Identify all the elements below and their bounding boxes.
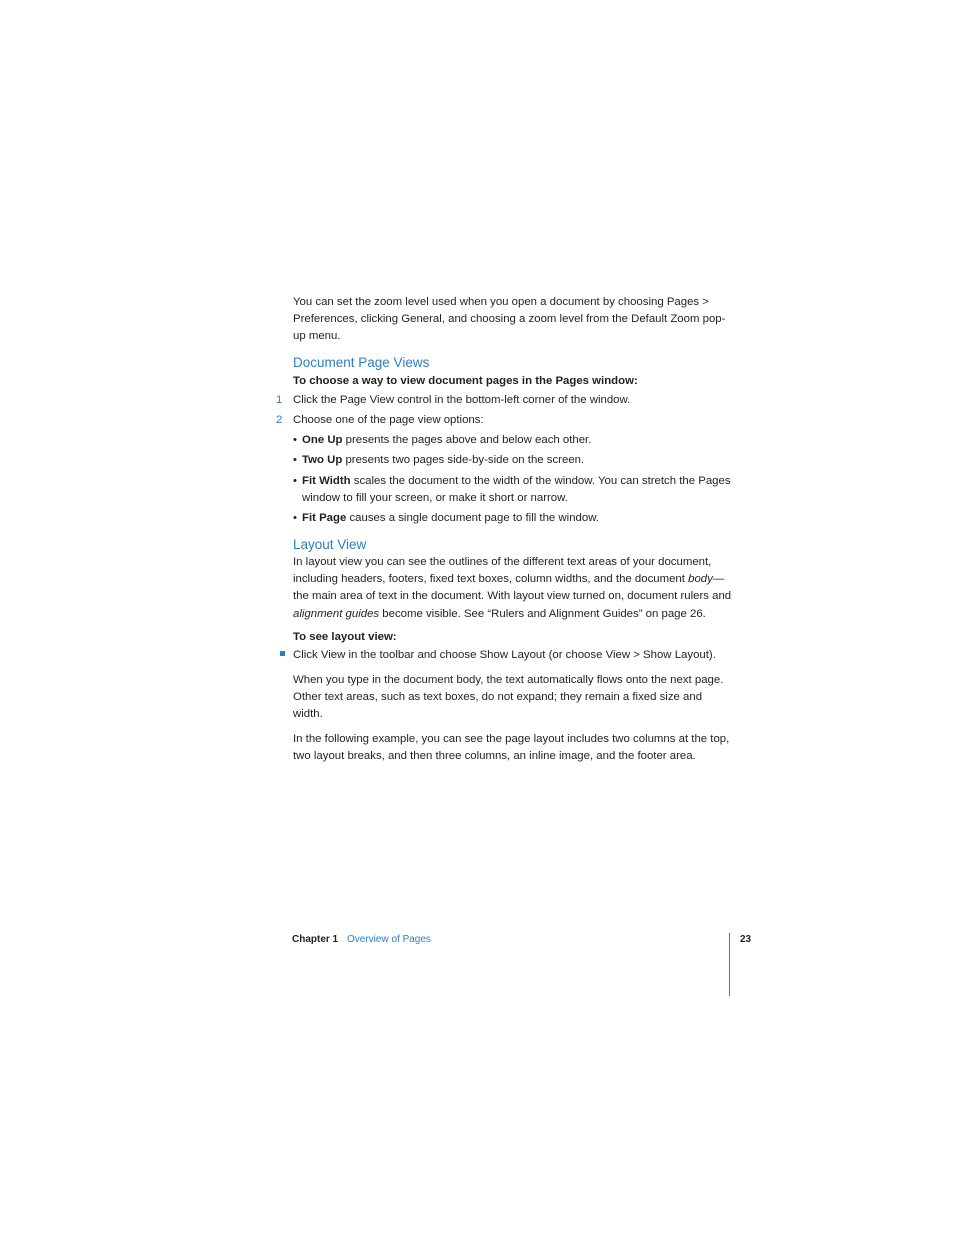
paragraph-text: In layout view you can see the outlines of the different text areas of your document, including headers, footers, fixed text boxes, column widths, and the document (293, 556, 712, 586)
section-heading-document-page-views: Document Page Views (293, 355, 430, 370)
bullet-one-up (293, 432, 733, 449)
step-text: Click View in the toolbar and choose Show Layout (or choose View > Show Layout). (293, 649, 716, 661)
step-number: 2 (276, 414, 283, 426)
option-name: Fit Page (302, 512, 347, 524)
step-text: Choose one of the page view options: (293, 414, 484, 426)
bullet-dot: • (293, 512, 297, 524)
option-description: presents two pages side-by-side on the screen. (342, 454, 585, 466)
body-flow-paragraph: When you type in the document body, the text automatically flows onto the next page. Other text areas, such as text boxes, do not expand; they remain a fixed size and width. (293, 674, 724, 721)
option-name: One Up (302, 434, 343, 446)
option-description: scales the document to the width of the window. You can stretch the Pages window to fill your screen, or make it short or narrow. (302, 475, 731, 505)
bullet-fit-page (293, 510, 733, 527)
paragraph-text: —the main area of text in the document. With layout view turned on, document rulers and (293, 573, 732, 603)
footer-divider (729, 933, 730, 996)
option-description: causes a single document page to fill the window. (346, 512, 599, 524)
bullet-dot: • (293, 434, 297, 446)
task-heading-page-views: To choose a way to view document pages in the Pages window: (293, 375, 638, 387)
step-1 (276, 392, 736, 409)
option-name: Two Up (302, 454, 343, 466)
bullet-dot: • (293, 475, 297, 487)
bullet-two-up (293, 452, 733, 469)
option-description: presents the pages above and below each other. (342, 434, 592, 446)
bullet-dot: • (293, 454, 297, 466)
intro-paragraph: You can set the zoom level used when you open a document by choosing Pages > Preferences, clicking General, and choosing a zoom level from the Default Zoom pop-up menu. (293, 296, 726, 343)
step-2 (276, 412, 736, 429)
paragraph-text: become visible. See “Rulers and Alignment Guides” on page 26. (379, 607, 706, 620)
emphasis-body: body (688, 573, 713, 586)
option-name: Fit Width (302, 475, 351, 487)
footer-chapter: Chapter 1 (292, 934, 339, 945)
footer-chapter-title: Overview of Pages (347, 934, 431, 945)
step-text: Click the Page View control in the bottom-left corner of the window. (293, 394, 631, 406)
bullet-fit-width (293, 473, 733, 507)
page-number: 23 (740, 934, 752, 945)
step-marker-icon (280, 651, 285, 656)
layout-view-paragraph (293, 554, 733, 623)
emphasis-alignment-guides: alignment guides (293, 607, 380, 620)
example-paragraph: In the following example, you can see the page layout includes two columns at the top, two layout breaks, and then three columns, an inline image, and the footer area. (293, 733, 730, 763)
single-step (280, 647, 736, 664)
section-heading-layout-view: Layout View (293, 537, 367, 552)
task-heading-layout-view: To see layout view: (293, 631, 397, 643)
step-number: 1 (276, 394, 283, 406)
